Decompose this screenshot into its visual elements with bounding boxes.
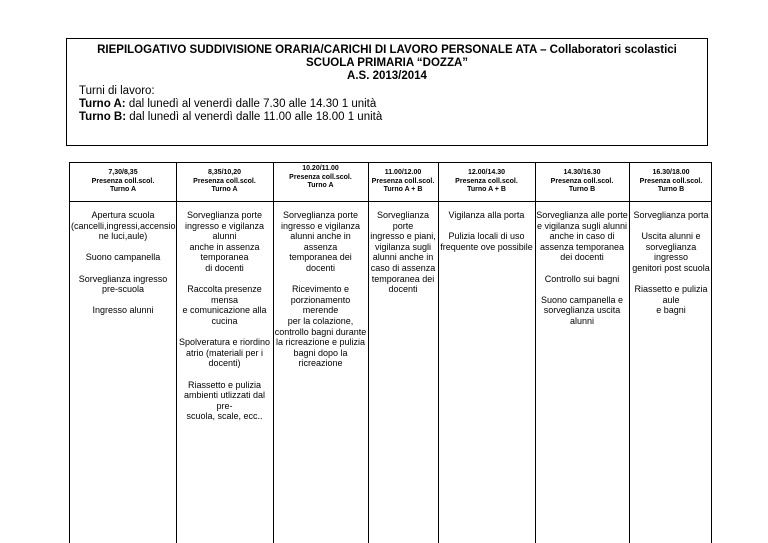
task-block: Vigilanza alla porta [448, 210, 525, 220]
task-block: Pulizia locali di uso frequente ove possibile [440, 231, 533, 252]
column-header-presence: Presenza coll.scol. [639, 177, 703, 185]
column-tasks [177, 210, 272, 422]
column-header-presence: Presenza coll.scol. [550, 177, 614, 185]
column-header [535, 169, 629, 195]
task-block: Ingresso alunni [92, 305, 154, 316]
column-header-turno: Turno A + B [467, 186, 506, 193]
column-tasks [71, 210, 175, 316]
column-header [273, 165, 368, 191]
header-box [66, 38, 708, 146]
turno-b-label: Turno B: [79, 111, 127, 123]
column-header-presence: Presenza coll.scol. [455, 177, 518, 185]
column-header-presence: Presenza coll.scol. [289, 173, 352, 181]
column-tasks [630, 210, 712, 316]
column-header-time: 14.30/16.30 [563, 169, 601, 176]
column-header-time: 12.00/14.30 [468, 169, 505, 176]
column-header-turno: Turno A [109, 186, 137, 193]
column-header-turno: Turno B [657, 186, 685, 193]
column-header-turno: Turno A + B [383, 186, 423, 193]
column-header-turno: Turno A [211, 186, 238, 193]
task-block: Sorveglianza porte ingresso e piani, vigilanza sugli alunni anche in caso di assenza temporanea dei docenti [370, 210, 436, 295]
task-block: Controllo sui bagni [544, 273, 620, 284]
task-block: Sorveglianza porte ingresso e vigilanza alunni anche in assenza temporanea di docenti [184, 210, 265, 273]
column-header [629, 169, 713, 195]
turno-b-text: dal lunedì al venerdì dalle 11.00 alle 18.00 1 unità [126, 111, 383, 123]
column-header-turno: Turno A [307, 182, 334, 189]
task-block: Sorveglianza ingresso pre-scuola [78, 273, 168, 295]
column-header-turno: Turno B [568, 186, 596, 193]
column-header [438, 169, 535, 195]
column-tasks [439, 210, 534, 252]
header-divider [70, 201, 711, 202]
task-block: Apertura scuola (cancelli,ingressi,accensio ne luci,aule) [71, 210, 176, 242]
task-block: Sorveglianza porta [633, 210, 709, 220]
column-tasks [536, 210, 628, 327]
turno-b-line [79, 111, 382, 124]
turno-a-text: dal lunedì al venerdì dalle 7.30 alle 14.30 1 unità [125, 98, 377, 110]
column-header-time: 8,35/10,20 [207, 169, 242, 176]
column-header-presence: Presenza coll.scol. [371, 177, 435, 185]
task-block: Ricevimento e porzionamento merende per la colazione, controllo bagni durante la ricreazione e pulizia bagni dopo la ricreazione [274, 284, 367, 369]
task-block: Raccolta presenze mensa e comunicazione alla cucina [182, 284, 267, 326]
column-tasks [369, 210, 437, 295]
task-block: Spolveratura e riordino atrio (materiali per i docenti) [178, 337, 271, 369]
turno-a-line [79, 98, 376, 111]
task-block: Sorveglianza alle porte e vigilanza sugli alunni anche in caso di assenza temporanea dei docenti [536, 210, 628, 263]
column-header-presence: Presenza coll.scol. [193, 177, 256, 185]
task-block: Suono campanella [85, 252, 161, 263]
school-year: A.S. 2013/2014 [347, 70, 427, 82]
schedule-table [69, 162, 712, 543]
document-title: RIEPILOGATIVO SUDDIVISIONE ORARIA/CARICHI DI LAVORO PERSONALE ATA – Collaboratori scolastici [97, 44, 677, 56]
column-header [70, 169, 176, 195]
column-header [176, 169, 273, 195]
column-header-time: 16.30/18.00 [652, 169, 690, 176]
column-header-time: 10.20/11.00 [302, 165, 339, 172]
turni-heading: Turni di lavoro: [79, 85, 155, 97]
task-block: Sorveglianza porte ingresso e vigilanza alunni anche in assenza temporanea dei docenti [280, 210, 361, 273]
column-header-time: 11.00/12.00 [384, 169, 422, 176]
task-block: Suono campanella e sorveglianza uscita alunni [540, 294, 624, 326]
column-header-time: 7,30/8,35 [108, 169, 138, 176]
task-block: Uscita alunni e sorveglianza ingresso genitori post scuola [632, 231, 710, 273]
task-block: Riassetto e pulizia ambienti utlizzati dal pre- scuola, scale, ecc.. [183, 379, 266, 422]
task-block: Riassetto e pulizia aule e bagni [634, 284, 708, 316]
column-header-presence: Presenza coll.scol. [91, 177, 155, 185]
school-name: SCUOLA PRIMARIA “DOZZA” [305, 57, 469, 69]
column-header [368, 169, 438, 195]
column-tasks [274, 210, 367, 369]
turno-a-label: Turno A: [79, 98, 126, 110]
